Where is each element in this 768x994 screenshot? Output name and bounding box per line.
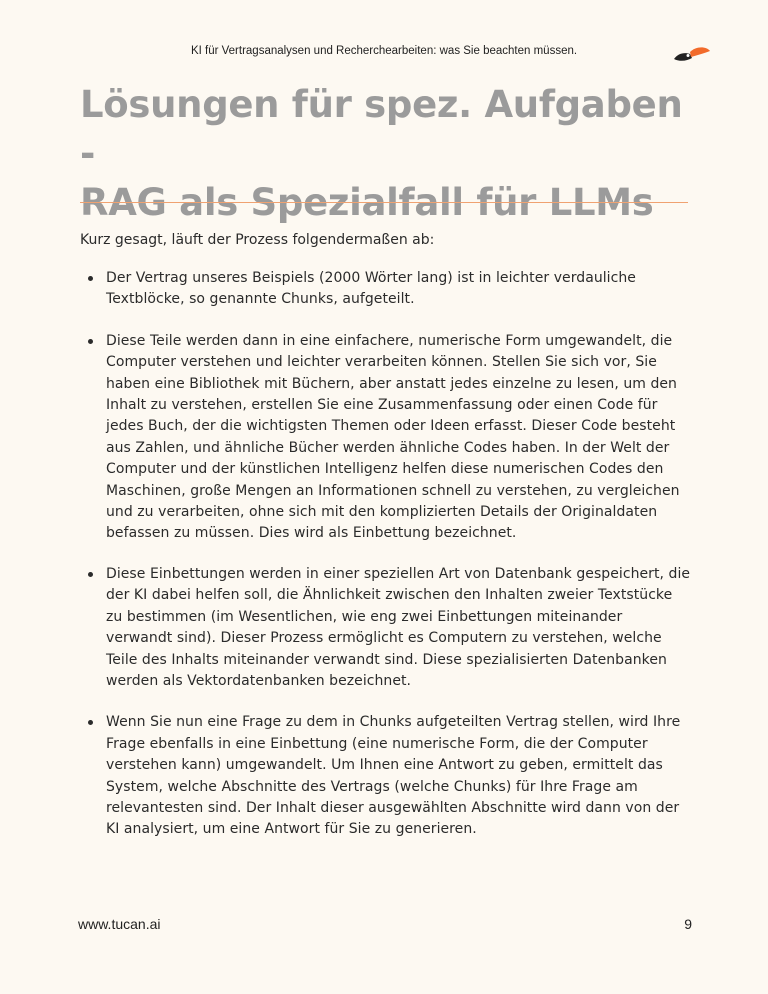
list-item [80,564,692,692]
bullet-dot [88,720,93,725]
footer-website-link[interactable]: www.tucan.ai [78,916,161,932]
page-number: 9 [684,916,692,932]
running-header: KI für Vertragsanalysen und Recherchearbeiten: was Sie beachten müssen. [190,45,578,57]
bullet-text: Diese Einbettungen werden in einer speziellen Art von Datenbank gespeichert, die der KI dabei helfen soll, die Ähnlichkeit zwischen den Inhalten zweier Textstücke zu bestimmen (im Wesentlichen, wie eng zwei Einbettungen miteinander verwandt sind). Dieser Prozess ermöglicht es Computern zu verstehen, welche Teile des Inhalts miteinander verwandt sind. Diese spezialisierten Datenbanken werden als Vektordatenbanken bezeichnet. [106,565,691,689]
title-divider [80,202,688,203]
title-line-1: Lösungen für spez. Aufgaben - [80,83,683,175]
list-item [80,331,692,545]
bullet-dot [88,339,93,344]
bullet-text: Der Vertrag unseres Beispiels (2000 Wörter lang) ist in leichter verdauliche Textblöcke, so genannte Chunks, aufgeteilt. [106,270,636,308]
title-line-2: RAG als Spezialfall für LLMs [80,181,654,224]
bullet-text: Wenn Sie nun eine Frage zu dem in Chunks aufgeteilten Vertrag stellen, wird Ihre Frage ebenfalls in eine Einbettung (eine numerische Form, die der Computer verstehen kann) umgewandelt. Um Ihnen eine Antwort zu geben, ermittelt das System, welche Abschnitte des Vertrags (welche Chunks) für Ihre Frage am relevantesten sind. Der Inhalt dieser ausgewählten Abschnitte wird dann von der KI analysiert, um eine Antwort für Sie zu generieren. [106,714,681,838]
intro-text: Kurz gesagt, läuft der Prozess folgendermaßen ab: [80,232,435,248]
bullet-text: Diese Teile werden dann in eine einfachere, numerische Form umgewandelt, die Computer verstehen und leichter verarbeiten können. Stellen Sie sich vor, Sie haben eine Bibliothek mit Büchern, aber anstatt jedes einzelne zu lesen, um den Inhalt zu verstehen, erstellen Sie eine Zusammenfassung oder einen Code für jedes Buch, der die wichtigsten Themen oder Ideen erfasst. Dieser Code besteht aus Zahlen, und ähnliche Bücher werden ähnliche Codes haben. In der Welt der Computer und der künstlichen Intelligenz helfen diese numerischen Codes den Maschinen, große Mengen an Informationen schnell zu verstehen, zu vergleichen und zu verarbeiten, ohne sich mit den komplizierten Details der Originaldaten befassen zu müssen. Dies wird als Einbettung bezeichnet. [106,332,680,542]
bullet-dot [88,572,93,577]
list-item [80,268,692,311]
list-item [80,712,692,840]
bullet-dot [88,276,93,281]
toucan-logo-icon [672,44,712,64]
bullet-list [80,268,692,841]
page-title [80,80,700,227]
